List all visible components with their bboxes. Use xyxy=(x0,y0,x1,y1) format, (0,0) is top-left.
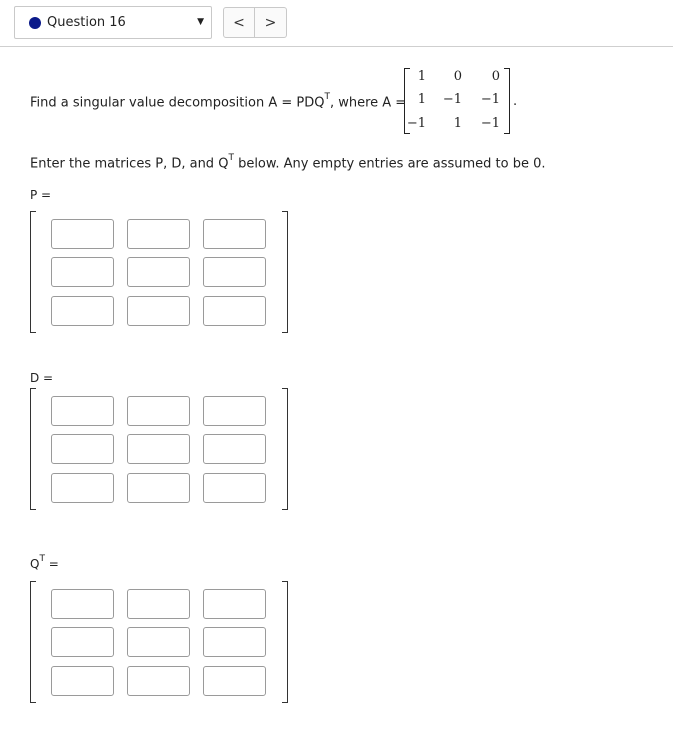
matrix-d-entry-input[interactable] xyxy=(203,473,266,503)
matrix-qt-right-bracket xyxy=(282,581,288,703)
matrix-qt-left-bracket xyxy=(30,581,36,703)
prompt-text-before: Find a singular value decomposition A = PDQ xyxy=(30,95,325,111)
matrix-a-entry: 1 xyxy=(417,69,426,84)
matrix-p-entry-input[interactable] xyxy=(127,219,190,249)
matrix-qt-entry-input[interactable] xyxy=(203,589,266,619)
matrix-p-entry-input[interactable] xyxy=(127,257,190,287)
matrix-p-entry-input[interactable] xyxy=(203,296,266,326)
question-header xyxy=(0,0,673,47)
matrix-d-entry-input[interactable] xyxy=(51,434,114,464)
matrix-d-entry-input[interactable] xyxy=(127,473,190,503)
question-selector-label: Question 16 xyxy=(47,15,126,30)
matrix-p-entry-input[interactable] xyxy=(203,219,266,249)
matrix-qt-entry-input[interactable] xyxy=(51,589,114,619)
matrix-a-entry: 0 xyxy=(491,69,500,84)
previous-question-button[interactable] xyxy=(223,7,255,38)
matrix-a-entry: 0 xyxy=(453,69,462,84)
matrix-d-left-bracket xyxy=(30,388,36,510)
chevron-left-icon: < xyxy=(233,14,245,31)
chevron-right-icon: > xyxy=(264,14,277,31)
matrix-qt-entry-input[interactable] xyxy=(203,666,266,696)
matrix-a-entry: 1 xyxy=(453,116,462,131)
matrix-d-entry-input[interactable] xyxy=(203,396,266,426)
matrix-a-entry: −1 xyxy=(480,92,500,107)
matrix-d-entry-input[interactable] xyxy=(127,396,190,426)
matrix-qt-label-equals: = xyxy=(44,557,59,571)
instruction-text-after: below. Any empty entries are assumed to be 0. xyxy=(233,156,546,172)
matrix-qt-entry-input[interactable] xyxy=(127,627,190,657)
matrix-a-entry: 1 xyxy=(417,92,426,107)
matrix-d-right-bracket xyxy=(282,388,288,510)
chevron-down-icon: ▼ xyxy=(197,17,204,27)
transpose-superscript: T xyxy=(324,92,330,102)
matrix-p-label: P = xyxy=(30,188,52,202)
matrix-d-entry-input[interactable] xyxy=(51,396,114,426)
matrix-a-entry: −1 xyxy=(406,116,426,131)
prompt-period: . xyxy=(513,94,518,109)
matrix-qt-entry-input[interactable] xyxy=(127,589,190,619)
matrix-qt-label-base: Q xyxy=(30,557,40,571)
matrix-qt-superscript: T xyxy=(39,554,45,564)
matrix-a-entry: −1 xyxy=(442,92,462,107)
instruction-text xyxy=(30,155,546,171)
matrix-p-right-bracket xyxy=(282,211,288,333)
matrix-d-entry-input[interactable] xyxy=(203,434,266,464)
instruction-text-before: Enter the matrices P, D, and Q xyxy=(30,156,229,172)
matrix-qt-label xyxy=(30,556,59,571)
question-status-dot-icon xyxy=(29,17,41,29)
question-selector-dropdown[interactable] xyxy=(14,6,212,39)
matrix-qt-entry-input[interactable] xyxy=(203,627,266,657)
matrix-a-entry: −1 xyxy=(480,116,500,131)
matrix-qt-entry-input[interactable] xyxy=(51,666,114,696)
matrix-d-entry-input[interactable] xyxy=(51,473,114,503)
next-question-button[interactable] xyxy=(255,7,287,38)
matrix-p-entry-input[interactable] xyxy=(51,296,114,326)
matrix-d-label: D = xyxy=(30,371,54,385)
problem-prompt xyxy=(30,94,406,110)
matrix-qt-entry-input[interactable] xyxy=(51,627,114,657)
matrix-qt-entry-input[interactable] xyxy=(127,666,190,696)
instruction-superscript: T xyxy=(228,153,234,163)
matrix-d-entry-input[interactable] xyxy=(127,434,190,464)
matrix-p-input-grid xyxy=(30,211,288,333)
matrix-p-left-bracket xyxy=(30,211,36,333)
matrix-a xyxy=(404,68,510,134)
matrix-p-entry-input[interactable] xyxy=(127,296,190,326)
matrix-a-right-bracket xyxy=(504,68,510,134)
matrix-p-entry-input[interactable] xyxy=(51,219,114,249)
matrix-p-entry-input[interactable] xyxy=(203,257,266,287)
prompt-text-after: , where A = xyxy=(329,95,407,111)
matrix-qt-input-grid xyxy=(30,581,288,703)
matrix-d-input-grid xyxy=(30,388,288,510)
matrix-p-entry-input[interactable] xyxy=(51,257,114,287)
